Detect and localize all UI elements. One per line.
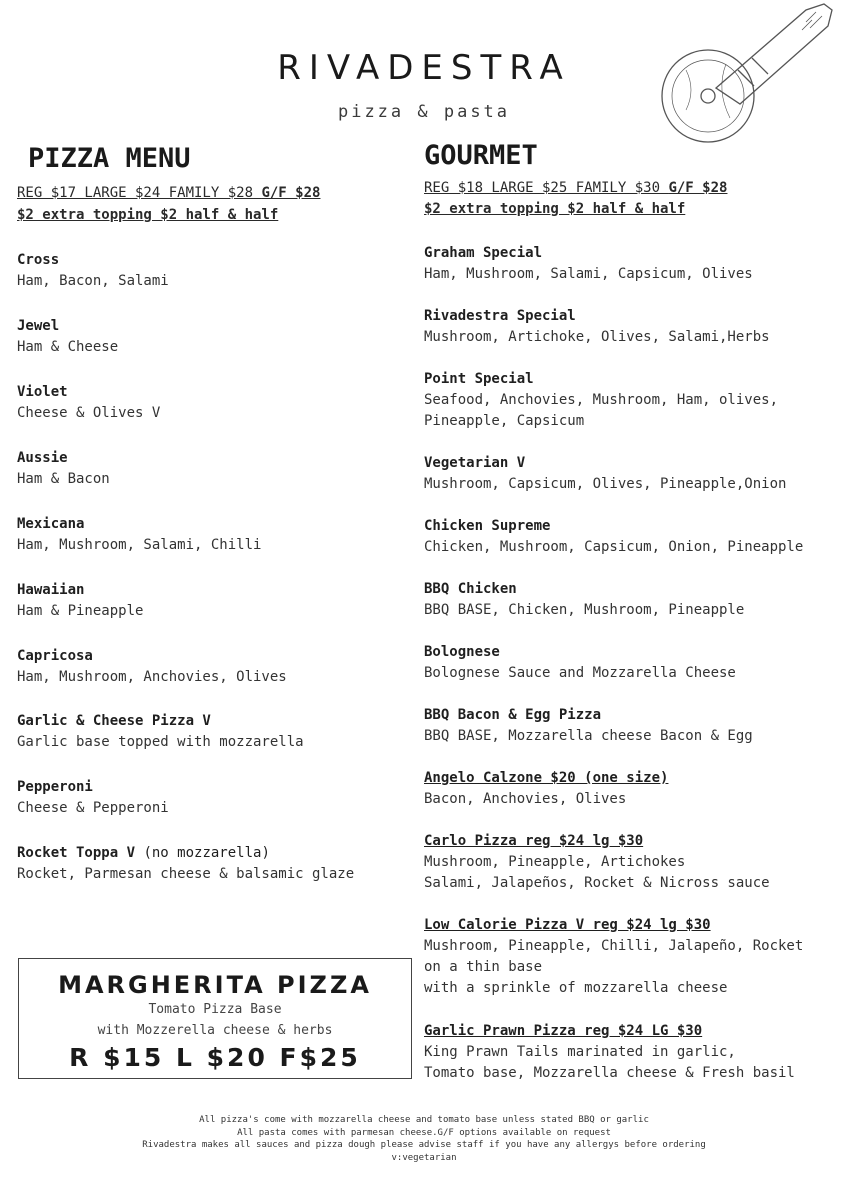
pizza-menu-prices: REG $17 LARGE $24 FAMILY $28 G/F $28 [17,185,321,201]
pizza-item [17,514,261,556]
pizza-item [17,250,169,292]
item-title: Angelo Calzone $20 (one size) [424,770,669,786]
item-description [424,663,736,684]
item-description [424,390,778,432]
brand-tagline: pizza & pasta [337,102,511,122]
item-name [17,382,160,403]
gourmet-item [424,453,786,495]
item-description-line: Ham & Bacon [17,471,110,487]
item-title: Carlo Pizza reg $24 lg $30 [424,833,644,849]
footer-line: Rivadestra makes all sauces and pizza dough please advise staff if you have any allergys before ordering [142,1140,706,1150]
item-description-line: on a thin base [424,959,543,975]
item-title: Cross [17,252,60,268]
item-name [424,516,803,537]
pizza-menu-extras: $2 extra topping $2 half & half [17,207,279,223]
margherita-toppings: with Mozzerella cheese & herbs [97,1023,333,1038]
item-description-line: Cheese & Pepperoni [17,800,169,816]
item-description [424,537,803,558]
item-note: (no mozzarella) [135,845,270,861]
item-description-line: Rocket, Parmesan cheese & balsamic glaze [17,866,355,882]
item-description-line: Seafood, Anchovies, Mushroom, Ham, olives, [424,392,779,408]
gourmet-item [424,306,770,348]
item-title: Garlic Prawn Pizza reg $24 LG $30 [424,1023,703,1039]
item-title: Garlic & Cheese Pizza V [17,713,211,729]
pizza-item [17,448,110,490]
gourmet-item [424,642,736,684]
item-description-line: BBQ BASE, Chicken, Mushroom, Pineapple [424,602,745,618]
item-title: Hawaiian [17,582,85,598]
item-title: Graham Special [424,245,543,261]
item-name [17,514,261,535]
item-name [17,448,110,469]
item-description [17,667,287,688]
item-title: Aussie [17,450,68,466]
item-name [424,642,736,663]
item-description [17,271,169,292]
gourmet-item [424,516,803,558]
footer-notes [0,1114,848,1164]
gourmet-item [424,831,770,894]
item-name [17,580,143,601]
item-title: Jewel [17,318,60,334]
item-description [17,732,304,753]
pizza-item [17,777,169,819]
item-name [424,243,753,264]
item-title: Point Special [424,371,534,387]
pizza-cutter-icon [656,0,848,160]
item-description-line: Ham, Bacon, Salami [17,273,169,289]
gourmet-item [424,915,803,999]
item-name [424,768,668,789]
item-description-line: Chicken, Mushroom, Capsicum, Onion, Pineapple [424,539,804,555]
footer-line: v:vegetarian [391,1152,457,1163]
item-description-line: Salami, Jalapeños, Rocket & Nicross sauce [424,875,770,891]
item-name [17,777,169,798]
pizza-menu-heading: PIZZA MENU [28,143,191,174]
item-description-line: Bolognese Sauce and Mozzarella Cheese [424,665,736,681]
item-title: Low Calorie Pizza V reg $24 lg $30 [424,917,711,933]
item-description [424,726,753,747]
pizza-item [17,646,287,688]
item-description-line: King Prawn Tails marinated in garlic, [424,1044,736,1060]
item-description [424,474,786,495]
footer-line: All pasta comes with parmesan cheese.G/F options available on request [237,1127,611,1138]
item-name [17,316,118,337]
item-description [17,469,110,490]
gourmet-item [424,579,744,621]
item-title: Violet [17,384,68,400]
item-description-line: Ham & Cheese [17,339,119,355]
footer-line: All pizza's come with mozzarella cheese and tomato base unless stated BBQ or garlic [199,1115,649,1125]
item-description [424,936,803,999]
item-description-line: Ham, Mushroom, Salami, Capsicum, Olives [424,266,753,282]
gourmet-item [424,1021,795,1084]
item-name [17,250,169,271]
gourmet-item [424,243,753,285]
margherita-title: MARGHERITA PIZZA [58,971,372,999]
item-description [17,798,169,819]
item-title: BBQ Bacon & Egg Pizza [424,707,602,723]
item-title: Rocket Toppa V [17,845,136,861]
item-title: Pepperoni [17,779,93,795]
item-description [17,337,118,358]
gourmet-heading: GOURMET [424,140,538,171]
pizza-item [17,580,143,622]
item-description-line: Mushroom, Capsicum, Olives, Pineapple,Onion [424,476,787,492]
item-title: Vegetarian V [424,455,526,471]
item-description [424,600,744,621]
item-description [17,601,143,622]
item-name [424,831,770,852]
item-name [17,711,304,732]
gourmet-item [424,369,778,432]
margherita-prices: R $15 L $20 F$25 [69,1043,361,1072]
item-description-line: Ham, Mushroom, Anchovies, Olives [17,669,287,685]
pizza-item [17,382,160,424]
gourmet-item [424,768,668,810]
item-name [17,646,287,667]
item-description-line: Pineapple, Capsicum [424,413,585,429]
item-name [17,843,354,864]
item-description [424,264,753,285]
item-title: Mexicana [17,516,85,532]
item-description-line: Tomato base, Mozzarella cheese & Fresh basil [424,1065,795,1081]
gourmet-item [424,705,753,747]
item-description-line: with a sprinkle of mozzarella cheese [424,980,728,996]
item-description-line: Ham & Pineapple [17,603,144,619]
item-description [424,1042,795,1084]
item-title: BBQ Chicken [424,581,517,597]
item-name [424,579,744,600]
item-description [17,535,261,556]
item-description [17,403,160,424]
item-description-line: Mushroom, Pineapple, Chilli, Jalapeño, Rocket [424,938,804,954]
item-description-line: Garlic base topped with mozzarella [17,734,304,750]
item-description-line: Bacon, Anchovies, Olives [424,791,627,807]
item-name [424,1021,795,1042]
item-description-line: Mushroom, Pineapple, Artichokes [424,854,686,870]
item-description-line: Cheese & Olives V [17,405,161,421]
item-description [424,789,668,810]
item-description [17,864,354,885]
item-description-line: Ham, Mushroom, Salami, Chilli [17,537,262,553]
item-description [424,327,770,348]
pizza-item [17,711,304,753]
gourmet-prices: REG $18 LARGE $25 FAMILY $30 G/F $28 [424,180,728,196]
item-title: Bolognese [424,644,500,660]
item-description-line: Mushroom, Artichoke, Olives, Salami,Herbs [424,329,770,345]
item-name [424,306,770,327]
item-description-line: BBQ BASE, Mozzarella cheese Bacon & Egg [424,728,753,744]
item-name [424,369,778,390]
item-title: Rivadestra Special [424,308,576,324]
item-title: Capricosa [17,648,93,664]
item-name [424,705,753,726]
pizza-item [17,843,354,885]
item-name [424,453,786,474]
gourmet-extras: $2 extra topping $2 half & half [424,201,686,217]
margherita-box [18,958,412,1079]
margherita-base: Tomato Pizza Base [148,1002,282,1017]
pizza-item [17,316,118,358]
item-description [424,852,770,894]
item-name [424,915,803,936]
item-title: Chicken Supreme [424,518,551,534]
brand-title: RIVADESTRA [277,48,571,88]
